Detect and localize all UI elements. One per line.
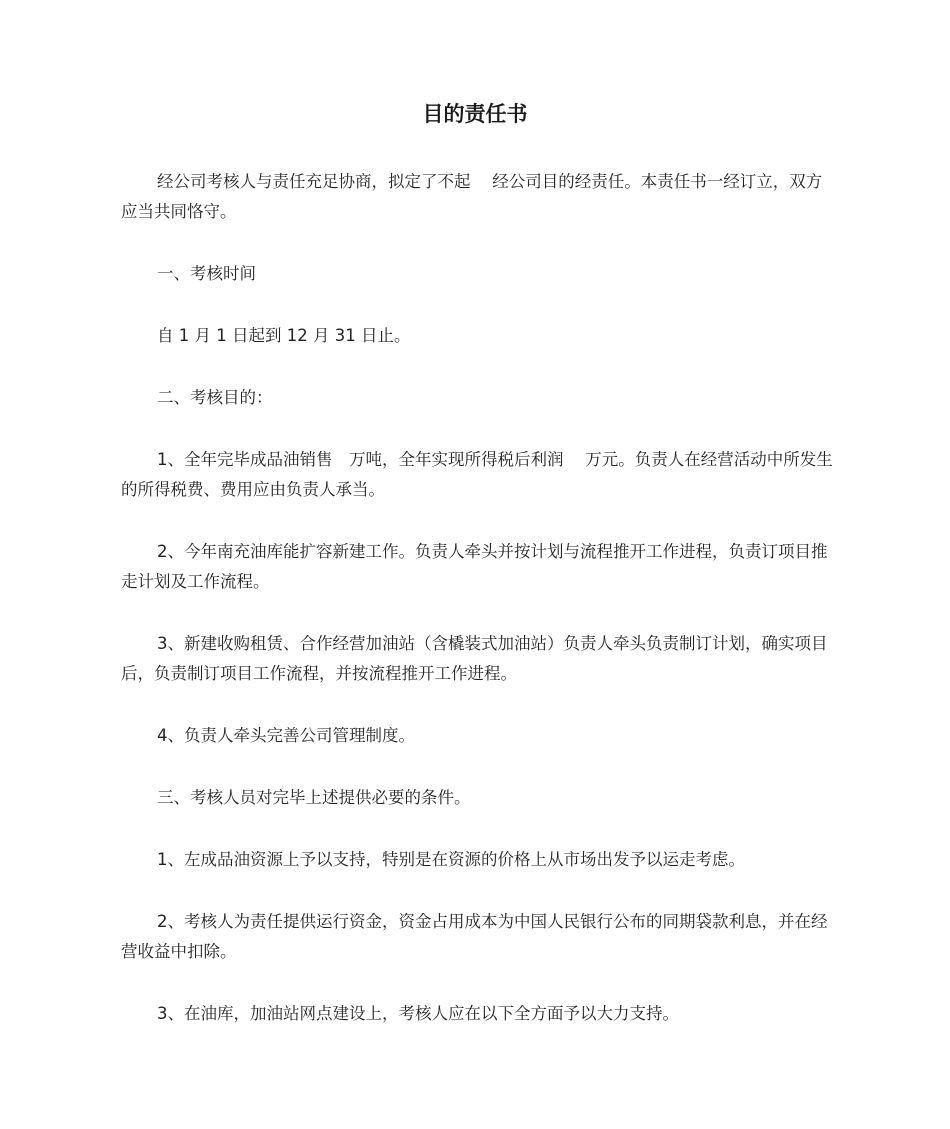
intro-paragraph: 经公司考核人与责任充足协商，拟定了不起 经公司目的经责任。本责任书一经订立，双方应当共同恪守。 xyxy=(121,172,823,221)
section-heading-assessment-goals: 二、考核目的： xyxy=(157,388,273,407)
document-body xyxy=(121,167,833,1061)
section-heading-support-conditions: 三、考核人员对完毕上述提供必要的条件。 xyxy=(157,788,471,807)
support-item-2: 2、考核人为责任提供运行资金，资金占用成本为中国人民银行公布的同期袋款利息，并在经营收益中扣除。 xyxy=(121,912,828,961)
support-item-3: 3、在油库，加油站网点建设上，考核人应在以下全方面予以大力支持。 xyxy=(157,1004,679,1023)
section-heading-assessment-time: 一、考核时间 xyxy=(157,264,256,283)
goal-item-4: 4、负责人牵头完善公司管理制度。 xyxy=(157,726,415,745)
goal-item-3: 3、新建收购租赁、合作经营加油站（含橇装式加油站）负责人牵头负责制订计划，确实项目后，负责制订项目工作流程，并按流程推开工作进程。 xyxy=(121,634,828,683)
goal-item-1: 1、全年完毕成品油销售 万吨，全年实现所得税后利润 万元。负责人在经营活动中所发生的所得税费、费用应由负责人承当。 xyxy=(121,450,833,499)
goal-item-2: 2、今年南充油库能扩容新建工作。负责人牵头并按计划与流程推开工作进程，负责订项目推走计划及工作流程。 xyxy=(121,542,828,591)
assessment-period-paragraph: 自 1 月 1 日起到 12 月 31 日止。 xyxy=(157,326,411,345)
support-item-1: 1、左成品油资源上予以支持，特别是在资源的价格上从市场出发予以运走考虑。 xyxy=(157,850,745,869)
document-title: 目的责任书 xyxy=(422,102,528,126)
